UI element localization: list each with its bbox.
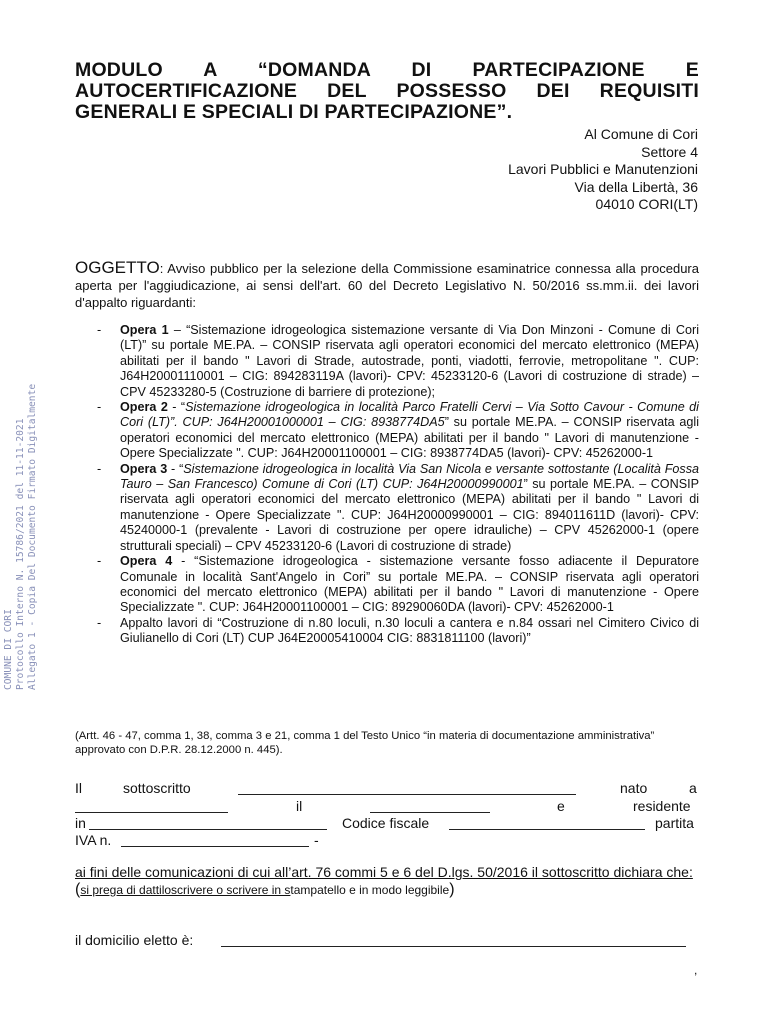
list-item (97, 462, 699, 554)
a-label: a (689, 780, 697, 796)
partita-label: partita (655, 815, 694, 831)
form-row (75, 798, 699, 816)
list-item (97, 616, 699, 647)
il-date-label: il (296, 798, 303, 814)
name-field[interactable] (238, 780, 576, 795)
note-close-paren: ) (449, 881, 455, 898)
birthplace-field[interactable] (75, 798, 228, 813)
stamp-line: COMUNE DI CORI (3, 609, 14, 690)
address-line: Settore 4 (641, 143, 698, 160)
note-underlined-text: si prega di dattiloscrivere o scrivere in s (80, 883, 291, 897)
domicilio-label: il domicilio eletto è: (75, 932, 194, 948)
opera-text: ” su portale ME.PA. – CONSIP riservata agli operatori economici del mercato elettronico (MEPA) abilitati per il bando " Lavori di manutenzione - Opere Specializzate ". CUP: J64H20000990001 – CIG: 894011611D (lavori)- CPV: 45240000-1 (prevalente - Lavori di costruzione per opere idrauliche) – CPV 45262000-1 (opere strutturali speciali) – CPV 45233120-6 (Lavori di costruzione di strade) (120, 477, 699, 553)
opera-label: Opera 4 (120, 554, 173, 569)
form-row (75, 832, 699, 850)
iva-label: IVA n. (75, 832, 112, 848)
opera-text: Appalto lavori di “Costruzione di n.80 loculi, n.30 loculi a cantera e n.84 ossari nel Cimitero Civico di Giulianello di Cori (LT) CUP J64E20005410004 CIG: 8831811100 (lavori)” (120, 615, 699, 646)
residente-label: residente (633, 798, 691, 814)
list-item (97, 400, 699, 462)
recipient-address (508, 126, 698, 214)
in-label: in (75, 815, 86, 831)
opera-prefix: - “ (167, 461, 184, 476)
oggetto-label: OGGETTO (75, 258, 160, 277)
page-title: MODULO A “DOMANDA DI PARTECIPAZIONE E AUTOCERTIFICAZIONE DEL POSSESSO DEI REQUISITI GENERALI E SPECIALI DI PARTECIPAZIONE”. (75, 59, 699, 123)
codice-fiscale-label: Codice fiscale (342, 815, 430, 831)
residence-field[interactable] (89, 815, 327, 830)
birthdate-field[interactable] (370, 798, 490, 813)
opera-label: Opera 3 (120, 461, 168, 476)
legal-reference: (Artt. 46 - 47, comma 1, 38, comma 3 e 21, comma 1 del Testo Unico “in materia di documentazione amministrativa” approvato con D.P.R. 28.12.2000 n. 445). (75, 730, 655, 756)
address-line: Lavori Pubblici e Manutenzioni (508, 161, 698, 177)
opera-text: – “Sistemazione idrogeologica sistemazione versante di Via Don Minzoni - Comune di Cori (LT)” su portale ME.PA. – CONSIP riservata agli operatori economici del mercato elettronico (MEPA) abilitati per il bando " Lavori di Strade, autostrade, ponti, viadotti, ferrovie, metropolitane ". CUP: J64H20001110001 – CIG: 894283119A (lavori)- CPV: 45233120-6 (Lavori di costruzione di strade) – CPV 45233280-5 (Costruzione di barriere di protezione); (120, 323, 699, 399)
opera-italic-text: Sistemazione idrogeologica in località Via San Nicola e versante sottostante (Località Fossa Tauro – San Francesco) Comune di Cori (LT) CUP: J64H20000990001 (120, 461, 700, 492)
address-line: Al Comune di Cori (584, 126, 698, 142)
opera-text: - “Sistemazione idrogeologica - sistemazione versante fosso adiacente il Depuratore Comunale in località Sant'Angelo in Cori” su portale ME.PA. – CONSIP riservata agli operatori economici del mercato elettronico (MEPA) abilitati per il bando " Lavori di manutenzione - Opere Specializzate ". CUP: J64H20001100001 – CIG: 89290060DA (lavori)- CPV: 45262000-1 (120, 554, 699, 615)
opera-prefix: - “ (167, 400, 186, 415)
domicilio-field[interactable] (221, 932, 686, 947)
note-text: tampatello e in modo leggibile (290, 883, 450, 897)
trailing-mark: , (694, 963, 698, 977)
opera-label: Opera 1 (120, 323, 169, 337)
oggetto-text: : Avviso pubblico per la selezione della Commissione esaminatrice connessa alla procedura aperta per l'aggiudicazione, ai sensi dell'art. 60 del Decreto Legislativo N. 50/2016 ss.mm.ii. dei lavori d'appalto riguardanti: (75, 261, 699, 310)
il-label: Il (75, 780, 82, 796)
vat-number-field[interactable] (121, 832, 309, 847)
list-item (97, 554, 699, 616)
opera-text: ” su portale ME.PA. – CONSIP riservata agli operatori economici del mercato elettronico (MEPA) abilitati per il bando " Lavori di manutenzione - Opere Specializzate ". CUP: J64H20001100001 – CIG: 8938774DA5 (lavori)- CPV: 45262000-1 (120, 415, 699, 461)
address-line: Via della Libertà, 36 (574, 178, 698, 195)
instruction-note (75, 881, 699, 899)
note-open-paren: ( (75, 881, 81, 898)
oggetto-paragraph (75, 259, 699, 311)
domicilio-row (75, 932, 699, 948)
list-item (97, 323, 699, 400)
bullet-dash: - (97, 400, 102, 415)
bullet-dash: - (97, 323, 102, 337)
declaration-text: ai fini delle comunicazioni di cui all’art. 76 commi 5 e 6 del D.lgs. 50/2016 il sottoscritto dichiara che: (75, 864, 693, 880)
address-line: 04010 CORI(LT) (595, 196, 698, 212)
opera-italic-text: Sistemazione idrogeologica in località Parco Fratelli Cervi – Via Sotto Cavour - Comune di Cori (LT)”. CUP: J64H20001000001 – CIG: 8938774DA5 (120, 400, 699, 430)
opera-label: Opera 2 (120, 400, 168, 415)
form-row (75, 815, 699, 833)
stamp-line: Protocollo Interno N. 15786/2021 del 11-11-2021 (15, 418, 26, 690)
trailing-dash: - (314, 832, 319, 848)
declaration-block (75, 864, 699, 899)
works-list (97, 323, 699, 647)
form-row (75, 780, 699, 798)
e-label: e (557, 798, 565, 814)
sottoscritto-label: sottoscritto (123, 780, 191, 796)
nato-label: nato (620, 780, 648, 796)
bullet-dash: - (97, 554, 102, 569)
tax-code-field[interactable] (449, 815, 645, 830)
bullet-dash: - (97, 615, 102, 630)
bullet-dash: - (97, 461, 102, 476)
protocol-stamp (3, 384, 39, 690)
stamp-line: Allegato 1 - Copia Del Documento Firmato Digitalmente (27, 383, 38, 690)
